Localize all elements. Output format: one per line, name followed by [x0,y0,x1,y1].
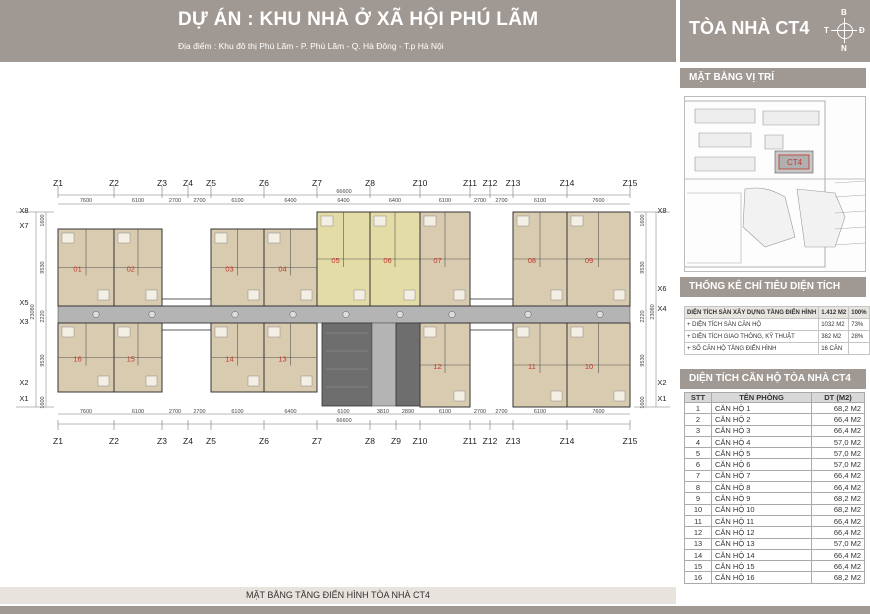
axis-label-top: Z8 [365,178,375,188]
row-label-right: X8 [657,206,667,215]
furniture [301,376,312,386]
dim-bottom: 2700 [495,409,508,415]
door-marker [290,311,296,317]
compass-west: T [824,26,829,35]
furniture [146,290,157,300]
dim-top: 2700 [168,198,182,204]
furniture [118,233,130,243]
axis-label-bottom: Z9 [391,436,401,446]
furniture [454,290,465,300]
dim-bottom: 6100 [438,409,452,415]
axis-label-top: Z12 [482,178,498,188]
stats-label: + DIỆN TÍCH GIAO THÔNG, KỸ THUẬT [685,331,819,343]
furniture [551,290,562,300]
unit-no: 15 [685,561,712,572]
apartment-unit [513,212,567,306]
unit-area-row [685,493,865,504]
apartment-unit [211,229,264,306]
vdim-right: 1600 [640,214,646,227]
apartment-unit [211,323,264,392]
axis-label-bottom: Z4 [183,436,193,446]
apartment-unit [58,229,114,306]
axis-label-bottom: Z6 [259,436,269,446]
unit-number: 15 [126,354,135,364]
dim-top: 2700 [495,198,508,204]
site-ct4-label: CT4 [787,158,803,167]
area-stats-table [684,306,870,355]
stats-value: 1.412 M2 [819,307,849,319]
furniture [268,233,280,243]
axis-label-top: Z11 [462,178,478,188]
apartment-unit [317,212,370,306]
dim-top: 6100 [533,198,547,204]
plan-caption: MẶT BẰNG TẦNG ĐIỂN HÌNH TÒA NHÀ CT4 [0,587,676,604]
furniture [571,327,583,337]
axis-label-top: Z5 [206,178,216,188]
unit-no: 7 [685,470,712,481]
area-stats-heading: THỐNG KÊ CHỈ TIÊU DIỆN TÍCH [680,277,866,297]
unit-number: 04 [278,264,287,274]
furniture [98,376,109,386]
furniture [98,290,109,300]
unit-no: 3 [685,425,712,436]
row-label-right: X1 [657,394,667,403]
vdim-right: 1600 [640,396,646,409]
unit-area-row [685,504,865,515]
dim-top: 2700 [193,198,206,204]
unit-no: 11 [685,515,712,526]
dim-overall-top: 66600 [336,189,352,195]
stats-label: + SỐ CĂN HỘ TẦNG ĐIỂN HÌNH [685,343,819,355]
unit-no: 13 [685,538,712,549]
stats-row [685,319,870,331]
unit-area: 57,0 M2 [812,448,865,459]
door-marker [525,311,531,317]
axis-label-top: Z2 [109,178,119,188]
axis-label-bottom: Z8 [365,436,375,446]
courtyard-edge [470,323,513,330]
vdim-right: 9530 [640,354,646,367]
dim-top: 7600 [592,198,605,204]
unit-no: 8 [685,482,712,493]
stats-row [685,343,870,355]
vdim-right: 2220 [640,310,646,323]
axis-label-top: Z7 [312,178,322,188]
stats-value: 1032 M2 [819,319,849,331]
unit-number: 02 [126,264,135,274]
axis-label-bottom: Z2 [109,436,119,446]
apartment-unit [264,229,317,306]
unit-areas-header-row [685,393,865,403]
row-label-right: X4 [657,304,667,313]
unit-area: 68,2 M2 [812,504,865,515]
unit-name: CĂN HỘ 10 [712,504,812,515]
axis-label-top: Z13 [505,178,521,188]
dim-bottom: 7600 [592,409,605,415]
door-marker [93,311,99,317]
axis-label-top: Z6 [259,178,269,188]
stats-label: + DIỆN TÍCH SÀN CĂN HỘ [685,319,819,331]
unit-name: CĂN HỘ 3 [712,425,812,436]
stats-row [685,331,870,343]
unit-no: 9 [685,493,712,504]
unit-area: 57,0 M2 [812,459,865,470]
axis-label-top: Z10 [412,178,428,188]
bottom-strip [0,606,870,614]
unit-number: 01 [73,264,82,274]
dim-top: 6100 [131,198,145,204]
compass-east: Đ [859,26,865,35]
location-map [684,96,866,272]
col-stt: STT [685,393,712,403]
unit-area-row [685,470,865,481]
vdim: 9530 [40,261,46,274]
apartment-unit [513,323,567,407]
unit-area: 66,4 M2 [812,515,865,526]
unit-area: 57,0 M2 [812,436,865,447]
compass-south: N [841,44,847,53]
stats-value: 16 CĂN [819,343,849,355]
unit-area: 66,4 M2 [812,414,865,425]
col-name: TÊN PHÒNG [712,393,812,403]
furniture [614,391,625,401]
furniture [571,216,583,226]
unit-area: 66,4 M2 [812,425,865,436]
apartment-unit [114,323,162,392]
unit-area-row [685,403,865,414]
dim-top: 2700 [473,198,487,204]
axis-label-bottom: Z3 [157,436,167,446]
unit-area-row [685,425,865,436]
axis-label-top: Z14 [559,178,575,188]
dim-top: 6400 [337,198,350,204]
dim-bottom: 2700 [473,409,487,415]
unit-area-row [685,549,865,560]
furniture [454,391,465,401]
furniture [62,233,74,243]
stats-pct: 28% [849,331,869,343]
apartment-unit [264,323,317,392]
apartment-unit [420,323,470,407]
project-title: DỰ ÁN : KHU NHÀ Ở XÃ HỘI PHÚ LÃM [178,9,539,30]
stats-row [685,307,870,319]
furniture [248,376,259,386]
unit-area: 66,4 M2 [812,527,865,538]
courtyard-edge [162,299,211,306]
unit-name: CĂN HỘ 5 [712,448,812,459]
floor-plan [0,62,676,587]
vdim-right: 9530 [640,261,646,274]
core-lobby [372,323,396,406]
furniture [404,290,415,300]
unit-no: 16 [685,572,712,583]
axis-label-bottom: Z12 [482,436,498,446]
unit-area-row [685,561,865,572]
furniture [551,391,562,401]
door-marker [149,311,155,317]
vdim: 1600 [40,396,46,409]
apartment-unit [114,229,162,306]
core-elevators [396,323,420,406]
unit-no: 6 [685,459,712,470]
unit-number: 09 [584,256,594,265]
axis-label-bottom: Z13 [505,436,521,446]
compass-icon [822,8,866,54]
door-marker [232,311,238,317]
unit-areas-body [685,403,865,584]
unit-name: CĂN HỘ 15 [712,561,812,572]
furniture [248,290,259,300]
unit-no: 4 [685,436,712,447]
dim-top: 6400 [284,198,297,204]
unit-number: 08 [527,256,537,265]
unit-no: 10 [685,504,712,515]
row-label-right: X2 [657,378,667,387]
axis-label-bottom: Z7 [312,436,322,446]
axis-label-bottom: Z11 [462,436,478,446]
unit-area: 66,4 M2 [812,482,865,493]
vdim: 9530 [40,354,46,367]
door-marker [343,311,349,317]
furniture [424,327,436,337]
door-marker [397,311,403,317]
unit-area: 66,4 M2 [812,470,865,481]
building-name: TÒA NHÀ CT4 [689,18,810,38]
furniture [424,216,436,226]
dim-top: 7600 [79,198,93,204]
axis-label-bottom: Z1 [53,436,63,446]
row-label-right: X6 [657,284,667,293]
location-map-heading: MẶT BẰNG VỊ TRÍ [680,68,866,88]
row-label-left: X1 [19,394,29,403]
unit-area-row [685,448,865,459]
unit-name: CĂN HỘ 9 [712,493,812,504]
apartment-unit [370,212,420,306]
dim-top: 6400 [388,198,402,204]
unit-number: 11 [528,362,536,371]
unit-no: 14 [685,549,712,560]
row-label-left: X2 [19,378,29,387]
furniture [268,327,280,337]
row-label-left: X8 [19,206,29,215]
dim-bottom: 7600 [79,409,93,415]
furniture [118,327,130,337]
unit-area: 66,4 M2 [812,561,865,572]
axis-label-bottom: Z14 [559,436,575,446]
unit-area: 68,2 M2 [812,403,865,414]
vdim-overall-right: 23080 [650,304,656,320]
apartment-unit [567,323,630,407]
unit-area-row [685,527,865,538]
unit-name: CĂN HỘ 11 [712,515,812,526]
furniture [215,327,227,337]
axis-label-bottom: Z15 [622,436,638,446]
dim-bottom: 2700 [168,409,182,415]
dim-bottom: 2890 [401,409,415,415]
unit-name: CĂN HỘ 14 [712,549,812,560]
core-stairs [322,323,372,406]
unit-area-row [685,515,865,526]
row-label-left: X7 [19,221,29,230]
unit-no: 12 [685,527,712,538]
furniture [374,216,386,226]
vdim: 1600 [40,214,46,227]
dim-bottom: 6100 [533,409,547,415]
furniture [354,290,365,300]
unit-name: CĂN HỘ 16 [712,572,812,583]
door-marker [449,311,455,317]
unit-name: CĂN HỘ 7 [712,470,812,481]
unit-no: 2 [685,414,712,425]
axis-label-top: Z1 [53,178,63,188]
dim-bottom: 6400 [284,409,297,415]
project-header [0,0,676,62]
unit-name: CĂN HỘ 12 [712,527,812,538]
project-address: Địa điểm : Khu đô thị Phú Lãm - P. Phú Lãm - Q. Hà Đông - T.p Hà Nội [178,41,444,51]
unit-name: CĂN HỘ 4 [712,436,812,447]
courtyard-edge [470,299,513,306]
unit-area: 57,0 M2 [812,538,865,549]
stats-value: 382 M2 [819,331,849,343]
dim-top: 6100 [438,198,452,204]
axis-label-bottom: Z10 [412,436,428,446]
unit-area-row [685,459,865,470]
unit-area: 68,2 M2 [812,493,865,504]
unit-name: CĂN HỘ 6 [712,459,812,470]
row-label-left: X5 [19,298,29,307]
unit-areas-heading: DIỆN TÍCH CĂN HỘ TÒA NHÀ CT4 [680,369,866,389]
unit-number: 13 [278,354,287,364]
apartment-unit [420,212,470,306]
unit-number: 07 [433,256,442,265]
unit-no: 1 [685,403,712,414]
unit-name: CĂN HỘ 13 [712,538,812,549]
unit-name: CĂN HỘ 2 [712,414,812,425]
stats-pct [849,343,869,355]
furniture [301,290,312,300]
stats-pct: 73% [849,319,869,331]
unit-number: 12 [433,362,442,371]
furniture [215,233,227,243]
unit-area: 68,2 M2 [812,572,865,583]
plan-body [58,212,630,407]
vdim-overall: 23080 [30,304,36,320]
unit-name: CĂN HỘ 8 [712,482,812,493]
unit-number: 16 [73,354,82,364]
axis-label-top: Z3 [157,178,167,188]
dim-overall-bottom: 66600 [336,418,352,424]
unit-area-row [685,414,865,425]
unit-name: CĂN HỘ 1 [712,403,812,414]
unit-area-row [685,436,865,447]
apartment-unit [58,323,114,392]
unit-number: 14 [225,354,234,364]
unit-areas-table [684,392,865,584]
axis-label-top: Z4 [183,178,193,188]
furniture [321,216,333,226]
dim-bottom: 6100 [231,409,244,415]
unit-area: 66,4 M2 [812,549,865,560]
unit-area-row [685,482,865,493]
furniture [62,327,74,337]
vdim: 2220 [40,310,46,323]
unit-number: 03 [225,264,234,274]
furniture [517,327,529,337]
unit-area-row [685,538,865,549]
dim-bottom: 6100 [131,409,145,415]
dim-top: 6100 [231,198,244,204]
row-label-left: X3 [19,317,29,326]
col-area: DT (M2) [812,393,865,403]
compass-north: B [841,8,847,17]
stats-label: DIỆN TÍCH SÀN XÂY DỰNG TẦNG ĐIỂN HÌNH [685,307,819,319]
dim-bottom: 3810 [376,409,390,415]
furniture [517,216,529,226]
door-marker [597,311,603,317]
axis-label-bottom: Z5 [206,436,216,446]
stats-pct: 100% [849,307,869,319]
courtyard-edge [162,323,211,330]
unit-no: 5 [685,448,712,459]
unit-area-row [685,572,865,583]
axis-label-top: Z15 [622,178,638,188]
unit-number: 05 [331,256,340,265]
unit-number: 10 [584,362,594,371]
furniture [146,376,157,386]
furniture [614,290,625,300]
apartment-unit [567,212,630,306]
dim-bottom: 6100 [337,409,350,415]
dim-bottom: 2700 [193,409,206,415]
unit-number: 06 [383,256,392,265]
